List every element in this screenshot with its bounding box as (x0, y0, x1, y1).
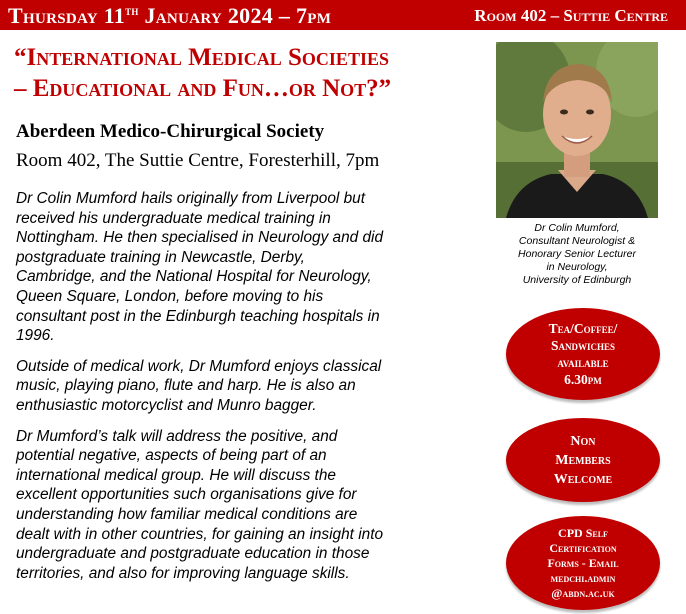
event-date-suffix: th (125, 3, 139, 18)
refreshments-badge (506, 308, 660, 400)
bio-paragraph-2: Outside of medical work, Dr Mumford enjoys classical music, playing piano, flute and harp. He is also an enthusiastic motorcyclist and Munro bagger. (16, 357, 382, 414)
venue-line: Room 402, The Suttie Centre, Foresterhill, 7pm (16, 150, 380, 171)
bio-paragraph-1: Dr Colin Mumford hails originally from Liverpool but received his undergraduate medical training in Nottingham. He then specialised in Neurology and did postgraduate training in Newcastle, Derby, Cambridge, and the National Hospital for Neurology, Queen Square, London, before moving to his consultant post in the Edinburgh teaching hospitals in 1996. (16, 190, 384, 345)
non-members-badge (506, 418, 660, 502)
speaker-bio (16, 189, 441, 594)
event-date-number: 11 (103, 3, 126, 28)
bio-paragraph-3: Dr Mumford’s talk will address the positive, and potential negative, aspects of being part of an international medical group. He will discuss the excellent opportunities such organisations give for understanding how familiar medical conditions are dealt with in other countries, for gaining an insight into undergraduate and postgraduate education in those territories, and also for improving language skills. (16, 427, 384, 582)
speaker-portrait-image (496, 42, 658, 218)
speaker-photo (496, 42, 658, 218)
event-date-rest: January 2024 – 7pm (144, 3, 332, 28)
refreshments-text: Tea/Coffee/ Sandwiches available 6.30pm (548, 321, 618, 387)
speaker-caption: Dr Colin Mumford, Consultant Neurologist & Honorary Senior Lecturer in Neurology, University of Edinburgh (518, 222, 636, 286)
event-room: Room 402 – Suttie Centre (474, 6, 668, 25)
non-members-text: Non Members Welcome (553, 433, 613, 487)
event-date (8, 3, 331, 29)
cpd-text: CPD Self Certification Forms - Email medchi.admin @abdn.ac.uk (547, 525, 619, 600)
header-banner (0, 0, 686, 30)
cpd-badge (506, 516, 660, 610)
talk-title: “International Medical Societies – Educational and Fun…or Not?” (14, 44, 392, 102)
society-name: Aberdeen Medico-Chirurgical Society (16, 121, 325, 142)
event-day: Thursday (8, 3, 98, 28)
